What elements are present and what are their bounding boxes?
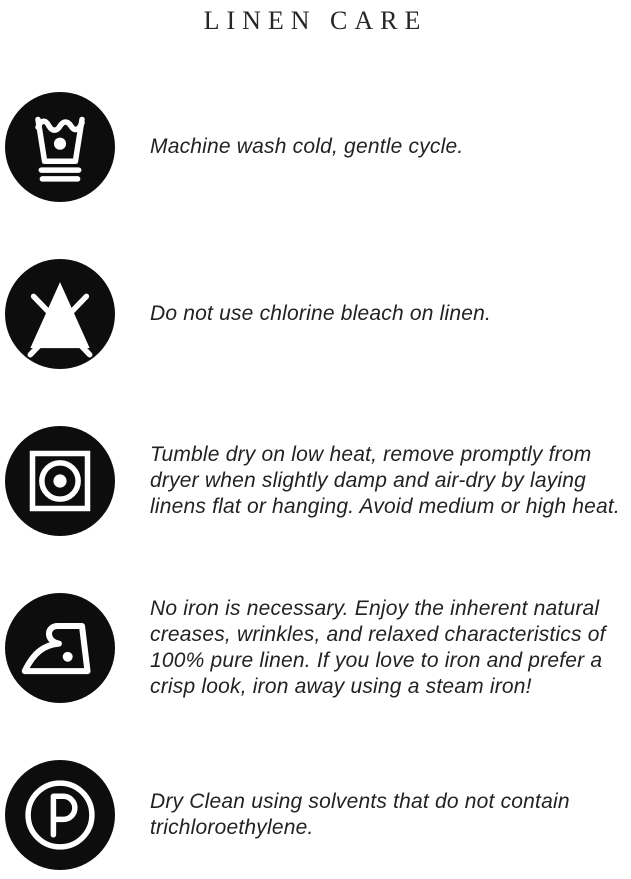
care-instructions-list xyxy=(0,92,631,870)
care-row-tumble-dry xyxy=(0,426,631,536)
page-title: LINEN CARE xyxy=(203,6,428,35)
care-row-dry-clean xyxy=(0,760,631,870)
care-row-no-bleach xyxy=(0,259,631,369)
dry-clean-icon xyxy=(5,760,115,870)
no-bleach-icon xyxy=(5,259,115,369)
care-text-iron: No iron is necessary. Enjoy the inherent natural creases, wrinkles, and relaxed characteristics of 100% pure linen. If you love to iron and prefer a crisp look, iron away using a steam iron! xyxy=(150,597,606,698)
care-text-no-bleach: Do not use chlorine bleach on linen. xyxy=(150,302,492,325)
care-text-tumble-dry: Tumble dry on low heat, remove promptly from dryer when slightly damp and air-dry by laying linens flat or hanging. Avoid medium or high heat. xyxy=(150,443,620,518)
tumble-dry-icon xyxy=(5,426,115,536)
iron-icon xyxy=(5,593,115,703)
care-row-machine-wash xyxy=(0,92,631,202)
machine-wash-icon xyxy=(5,92,115,202)
care-text-machine-wash: Machine wash cold, gentle cycle. xyxy=(150,135,464,158)
care-text-dry-clean: Dry Clean using solvents that do not contain trichloroethylene. xyxy=(150,790,570,839)
care-row-iron xyxy=(0,593,631,703)
